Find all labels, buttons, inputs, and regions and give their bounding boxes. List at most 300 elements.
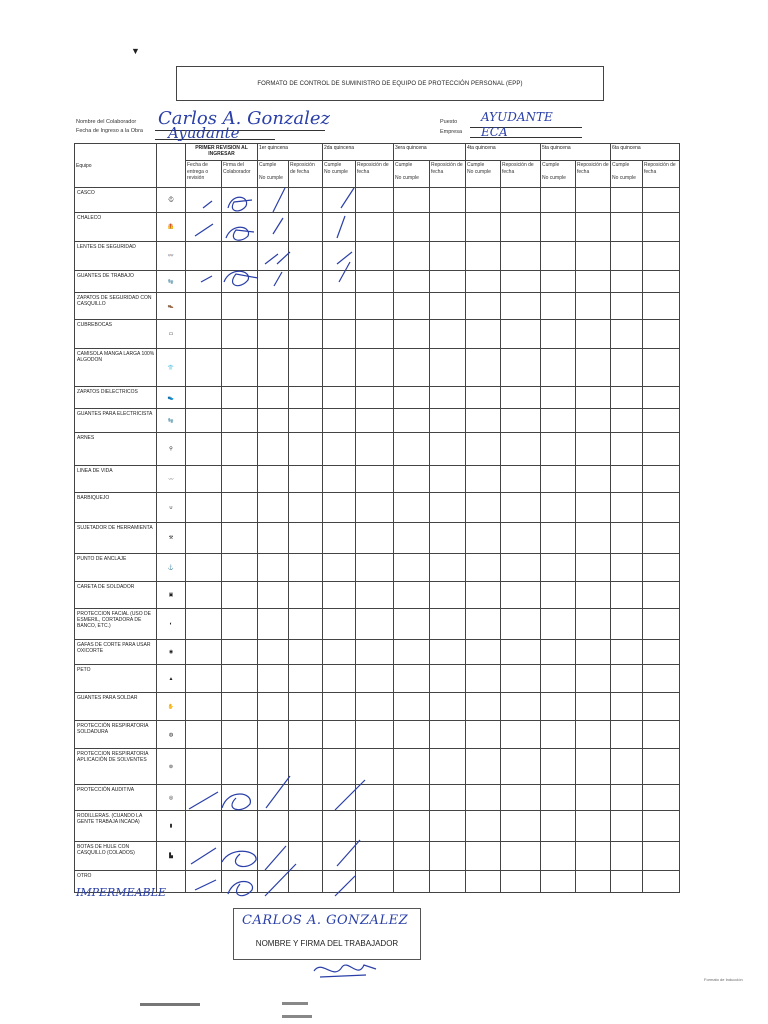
check-cell (643, 387, 680, 409)
check-cell (258, 640, 289, 665)
equipment-name: PROTECCION FACIAL (USO DE ESMERIL, CORTADORA DE BANCO, ETC.) (75, 609, 157, 640)
check-cell (394, 242, 430, 271)
check-cell (466, 271, 501, 293)
check-cell (576, 871, 611, 893)
complies-header: Cumple No cumple (541, 161, 576, 188)
check-cell (501, 721, 541, 749)
check-cell (643, 493, 680, 523)
check-cell (430, 554, 466, 582)
check-cell (186, 349, 222, 387)
check-cell (611, 387, 643, 409)
check-cell (611, 349, 643, 387)
check-cell (501, 188, 541, 213)
check-cell (289, 871, 323, 893)
check-cell (186, 271, 222, 293)
check-cell (643, 582, 680, 609)
equipment-icon: 👓 (157, 242, 186, 271)
check-cell (643, 466, 680, 493)
check-cell (289, 293, 323, 320)
check-cell (466, 242, 501, 271)
check-cell (394, 785, 430, 811)
check-cell (258, 409, 289, 433)
check-cell (611, 842, 643, 871)
check-cell (643, 242, 680, 271)
check-cell (466, 387, 501, 409)
check-cell (289, 640, 323, 665)
complies-header: Cumple No cumple (394, 161, 430, 188)
check-cell (541, 721, 576, 749)
collab-signature-header: Firma del Colaborador (222, 161, 258, 188)
check-cell (466, 433, 501, 466)
check-cell (258, 493, 289, 523)
check-cell (222, 409, 258, 433)
check-cell (466, 320, 501, 349)
check-cell (466, 665, 501, 693)
check-cell (611, 811, 643, 842)
replacement-header: Reposición de fecha (430, 161, 466, 188)
check-cell (501, 387, 541, 409)
check-cell (323, 785, 356, 811)
check-cell (576, 271, 611, 293)
check-cell (356, 842, 394, 871)
check-cell (186, 721, 222, 749)
check-cell (541, 213, 576, 242)
check-cell (430, 271, 466, 293)
table-row (75, 493, 680, 523)
equipment-name: BARBIQUEJO (75, 493, 157, 523)
equipment-name: BOTAS DE HULE CON CASQUILLO (COLADOS) (75, 842, 157, 871)
period-5: 5ta quincena (541, 144, 611, 161)
check-cell (430, 693, 466, 721)
check-cell (541, 466, 576, 493)
check-cell (323, 349, 356, 387)
signature-name: CARLOS A. GONZALEZ (242, 913, 409, 928)
check-cell (501, 242, 541, 271)
check-cell (430, 409, 466, 433)
check-cell (289, 242, 323, 271)
complies-header: Cumple No cumple (258, 161, 289, 188)
check-cell (576, 842, 611, 871)
check-cell (501, 466, 541, 493)
check-cell (576, 387, 611, 409)
check-cell (289, 387, 323, 409)
check-cell (323, 693, 356, 721)
check-cell (430, 640, 466, 665)
table-row (75, 271, 680, 293)
replacement-header: Reposición de fecha (643, 161, 680, 188)
check-cell (611, 523, 643, 554)
check-cell (394, 293, 430, 320)
equipment-icon: 🧤 (157, 409, 186, 433)
check-cell (611, 609, 643, 640)
check-cell (258, 842, 289, 871)
check-cell (466, 493, 501, 523)
check-cell (430, 242, 466, 271)
check-cell (466, 811, 501, 842)
check-cell (541, 320, 576, 349)
check-cell (576, 749, 611, 785)
check-cell (222, 871, 258, 893)
check-cell (186, 749, 222, 785)
check-cell (430, 749, 466, 785)
check-cell (643, 693, 680, 721)
check-cell (430, 609, 466, 640)
check-cell (394, 188, 430, 213)
check-cell (643, 871, 680, 893)
check-cell (643, 640, 680, 665)
check-cell (186, 493, 222, 523)
check-cell (222, 785, 258, 811)
check-cell (501, 554, 541, 582)
check-cell (466, 523, 501, 554)
equipment-name: CHALECO (75, 213, 157, 242)
check-cell (430, 665, 466, 693)
check-cell (643, 433, 680, 466)
check-cell (501, 349, 541, 387)
check-cell (323, 721, 356, 749)
check-cell (643, 721, 680, 749)
check-cell (356, 665, 394, 693)
check-cell (394, 554, 430, 582)
check-cell (186, 387, 222, 409)
check-cell (576, 242, 611, 271)
check-cell (611, 409, 643, 433)
collaborator-value: Carlos A. Gonzalez (158, 108, 331, 129)
check-cell (643, 213, 680, 242)
check-cell (289, 721, 323, 749)
check-cell (222, 433, 258, 466)
check-cell (501, 523, 541, 554)
check-cell (466, 582, 501, 609)
check-cell (323, 188, 356, 213)
check-cell (323, 493, 356, 523)
check-cell (430, 871, 466, 893)
table-row (75, 842, 680, 871)
check-cell (222, 349, 258, 387)
scan-smudge (140, 1003, 200, 1006)
check-cell (576, 609, 611, 640)
replacement-header: Reposición de fecha (356, 161, 394, 188)
check-cell (323, 523, 356, 554)
check-cell (222, 213, 258, 242)
check-cell (576, 721, 611, 749)
check-cell (289, 785, 323, 811)
check-cell (258, 665, 289, 693)
complies-header: Cumple No cumple (323, 161, 356, 188)
check-cell (289, 271, 323, 293)
check-cell (356, 811, 394, 842)
replacement-header: Reposición de fecha (501, 161, 541, 188)
check-cell (323, 665, 356, 693)
equipment-icon: ∪ (157, 493, 186, 523)
check-cell (289, 213, 323, 242)
table-row (75, 293, 680, 320)
check-cell (643, 554, 680, 582)
check-cell (186, 293, 222, 320)
check-cell (430, 811, 466, 842)
equipment-icon: 🦺 (157, 213, 186, 242)
check-cell (356, 582, 394, 609)
check-cell (394, 693, 430, 721)
table-row (75, 582, 680, 609)
check-cell (501, 749, 541, 785)
check-cell (323, 582, 356, 609)
check-cell (576, 320, 611, 349)
check-cell (643, 609, 680, 640)
check-cell (323, 466, 356, 493)
check-cell (186, 242, 222, 271)
table-row (75, 320, 680, 349)
check-cell (611, 582, 643, 609)
check-cell (541, 271, 576, 293)
check-cell (541, 582, 576, 609)
check-cell (222, 320, 258, 349)
check-cell (258, 433, 289, 466)
check-cell (323, 433, 356, 466)
check-cell (466, 721, 501, 749)
check-cell (466, 785, 501, 811)
check-cell (356, 871, 394, 893)
check-cell (611, 871, 643, 893)
check-cell (643, 665, 680, 693)
check-cell (186, 433, 222, 466)
check-cell (541, 293, 576, 320)
check-cell (356, 293, 394, 320)
check-cell (323, 409, 356, 433)
check-cell (466, 842, 501, 871)
check-cell (611, 640, 643, 665)
check-cell (186, 320, 222, 349)
check-cell (356, 609, 394, 640)
check-cell (394, 749, 430, 785)
check-cell (430, 842, 466, 871)
check-cell (576, 640, 611, 665)
date-value: Ayudante (168, 124, 240, 142)
equipment-icon: ⚒ (157, 523, 186, 554)
check-cell (430, 320, 466, 349)
equipment-name: GUANTES PARA ELECTRICISTA (75, 409, 157, 433)
check-cell (258, 693, 289, 721)
check-cell (356, 693, 394, 721)
check-cell (576, 466, 611, 493)
position-label: Puesto (440, 119, 458, 125)
check-cell (258, 811, 289, 842)
equipment-name: GUANTES PARA SOLDAR (75, 693, 157, 721)
check-cell (222, 271, 258, 293)
replacement-header: Reposición de fecha (289, 161, 323, 188)
check-cell (430, 387, 466, 409)
check-cell (541, 523, 576, 554)
check-cell (430, 493, 466, 523)
check-cell (541, 640, 576, 665)
check-cell (356, 213, 394, 242)
check-cell (258, 609, 289, 640)
equipment-name: GUANTES DE TRABAJO (75, 271, 157, 293)
check-cell (541, 811, 576, 842)
check-cell (258, 785, 289, 811)
equipment-icon: ⛑ (157, 188, 186, 213)
table-row (75, 433, 680, 466)
equipment-icon: ◎ (157, 785, 186, 811)
check-cell (186, 785, 222, 811)
check-cell (501, 811, 541, 842)
table-row (75, 387, 680, 409)
check-cell (611, 466, 643, 493)
check-cell (541, 188, 576, 213)
check-cell (430, 582, 466, 609)
check-cell (541, 387, 576, 409)
check-cell (186, 554, 222, 582)
table-row (75, 811, 680, 842)
check-cell (258, 213, 289, 242)
check-cell (576, 523, 611, 554)
check-cell (466, 349, 501, 387)
table-row (75, 609, 680, 640)
check-cell (501, 609, 541, 640)
equipment-name: PROTECCION RESPIRATORIA APLICACIÓN DE SOLVENTES (75, 749, 157, 785)
check-cell (186, 609, 222, 640)
equipment-name: PUNTO DE ANCLAJE (75, 554, 157, 582)
check-cell (541, 349, 576, 387)
table-row (75, 523, 680, 554)
check-cell (258, 554, 289, 582)
check-cell (222, 665, 258, 693)
equipment-name: GAFAS DE CORTE PARA USAR OXICORTE (75, 640, 157, 665)
equipment-name: CARETA DE SOLDADOR (75, 582, 157, 609)
check-cell (501, 433, 541, 466)
check-cell (643, 842, 680, 871)
check-cell (222, 387, 258, 409)
check-cell (394, 409, 430, 433)
period-3: 3era quincena (394, 144, 466, 161)
table-row (75, 785, 680, 811)
check-cell (541, 242, 576, 271)
delivery-date-header: Fecha de entrega o revisión (186, 161, 222, 188)
check-cell (258, 188, 289, 213)
check-cell (222, 749, 258, 785)
company-value: ECA (481, 125, 508, 139)
check-cell (576, 811, 611, 842)
check-cell (643, 349, 680, 387)
check-cell (394, 609, 430, 640)
check-cell (501, 871, 541, 893)
check-cell (466, 188, 501, 213)
check-cell (541, 554, 576, 582)
equipment-name: PETO (75, 665, 157, 693)
equipment-icon: ▲ (157, 665, 186, 693)
check-cell (611, 213, 643, 242)
check-cell (186, 523, 222, 554)
check-cell (576, 433, 611, 466)
check-cell (258, 293, 289, 320)
equipment-icon: ⚓ (157, 554, 186, 582)
check-cell (501, 293, 541, 320)
check-cell (394, 387, 430, 409)
check-cell (356, 785, 394, 811)
check-cell (323, 320, 356, 349)
table-row (75, 213, 680, 242)
check-cell (186, 213, 222, 242)
equipment-icon: 👞 (157, 293, 186, 320)
check-cell (356, 721, 394, 749)
check-cell (222, 466, 258, 493)
check-cell (501, 785, 541, 811)
period-6: 6ta quincena (611, 144, 680, 161)
check-cell (394, 466, 430, 493)
equipment-name: CASCO (75, 188, 157, 213)
check-cell (430, 293, 466, 320)
check-cell (222, 293, 258, 320)
check-cell (611, 293, 643, 320)
table-row (75, 349, 680, 387)
check-cell (258, 271, 289, 293)
check-cell (289, 749, 323, 785)
check-cell (258, 349, 289, 387)
check-cell (501, 213, 541, 242)
check-cell (222, 554, 258, 582)
equipment-name: ZAPATOS DE SEGURIDAD CON CASQUILLO (75, 293, 157, 320)
check-cell (323, 293, 356, 320)
check-cell (611, 271, 643, 293)
check-cell (643, 271, 680, 293)
check-cell (576, 693, 611, 721)
check-cell (186, 842, 222, 871)
check-cell (222, 693, 258, 721)
check-cell (611, 188, 643, 213)
check-cell (576, 349, 611, 387)
check-cell (186, 640, 222, 665)
check-cell (258, 582, 289, 609)
check-cell (430, 213, 466, 242)
check-cell (611, 721, 643, 749)
check-cell (541, 409, 576, 433)
replacement-header: Reposición de fecha (576, 161, 611, 188)
check-cell (186, 466, 222, 493)
check-cell (323, 640, 356, 665)
check-cell (323, 749, 356, 785)
equipment-name: LINEA DE VIDA (75, 466, 157, 493)
check-cell (466, 749, 501, 785)
check-cell (258, 523, 289, 554)
position-value: AYUDANTE (481, 110, 553, 124)
check-cell (186, 582, 222, 609)
signature-caption: NOMBRE Y FIRMA DEL TRABAJADOR (255, 939, 399, 948)
check-cell (222, 242, 258, 271)
check-cell (394, 433, 430, 466)
check-cell (430, 188, 466, 213)
check-cell (186, 188, 222, 213)
check-cell (611, 665, 643, 693)
check-cell (186, 693, 222, 721)
table-row (75, 665, 680, 693)
check-cell (576, 409, 611, 433)
equipment-icon: ▣ (157, 582, 186, 609)
check-cell (394, 523, 430, 554)
check-cell (501, 320, 541, 349)
check-cell (323, 609, 356, 640)
check-cell (222, 811, 258, 842)
check-cell (576, 213, 611, 242)
check-cell (289, 466, 323, 493)
check-cell (501, 665, 541, 693)
check-cell (289, 433, 323, 466)
equipment-icon: ✋ (157, 693, 186, 721)
scan-smudge (282, 1002, 308, 1005)
equipment-icon: ⚲ (157, 433, 186, 466)
equipment-icon: ▭ (157, 320, 186, 349)
collaborator-label: Nombre del Colaborador (76, 119, 137, 125)
check-cell (501, 640, 541, 665)
